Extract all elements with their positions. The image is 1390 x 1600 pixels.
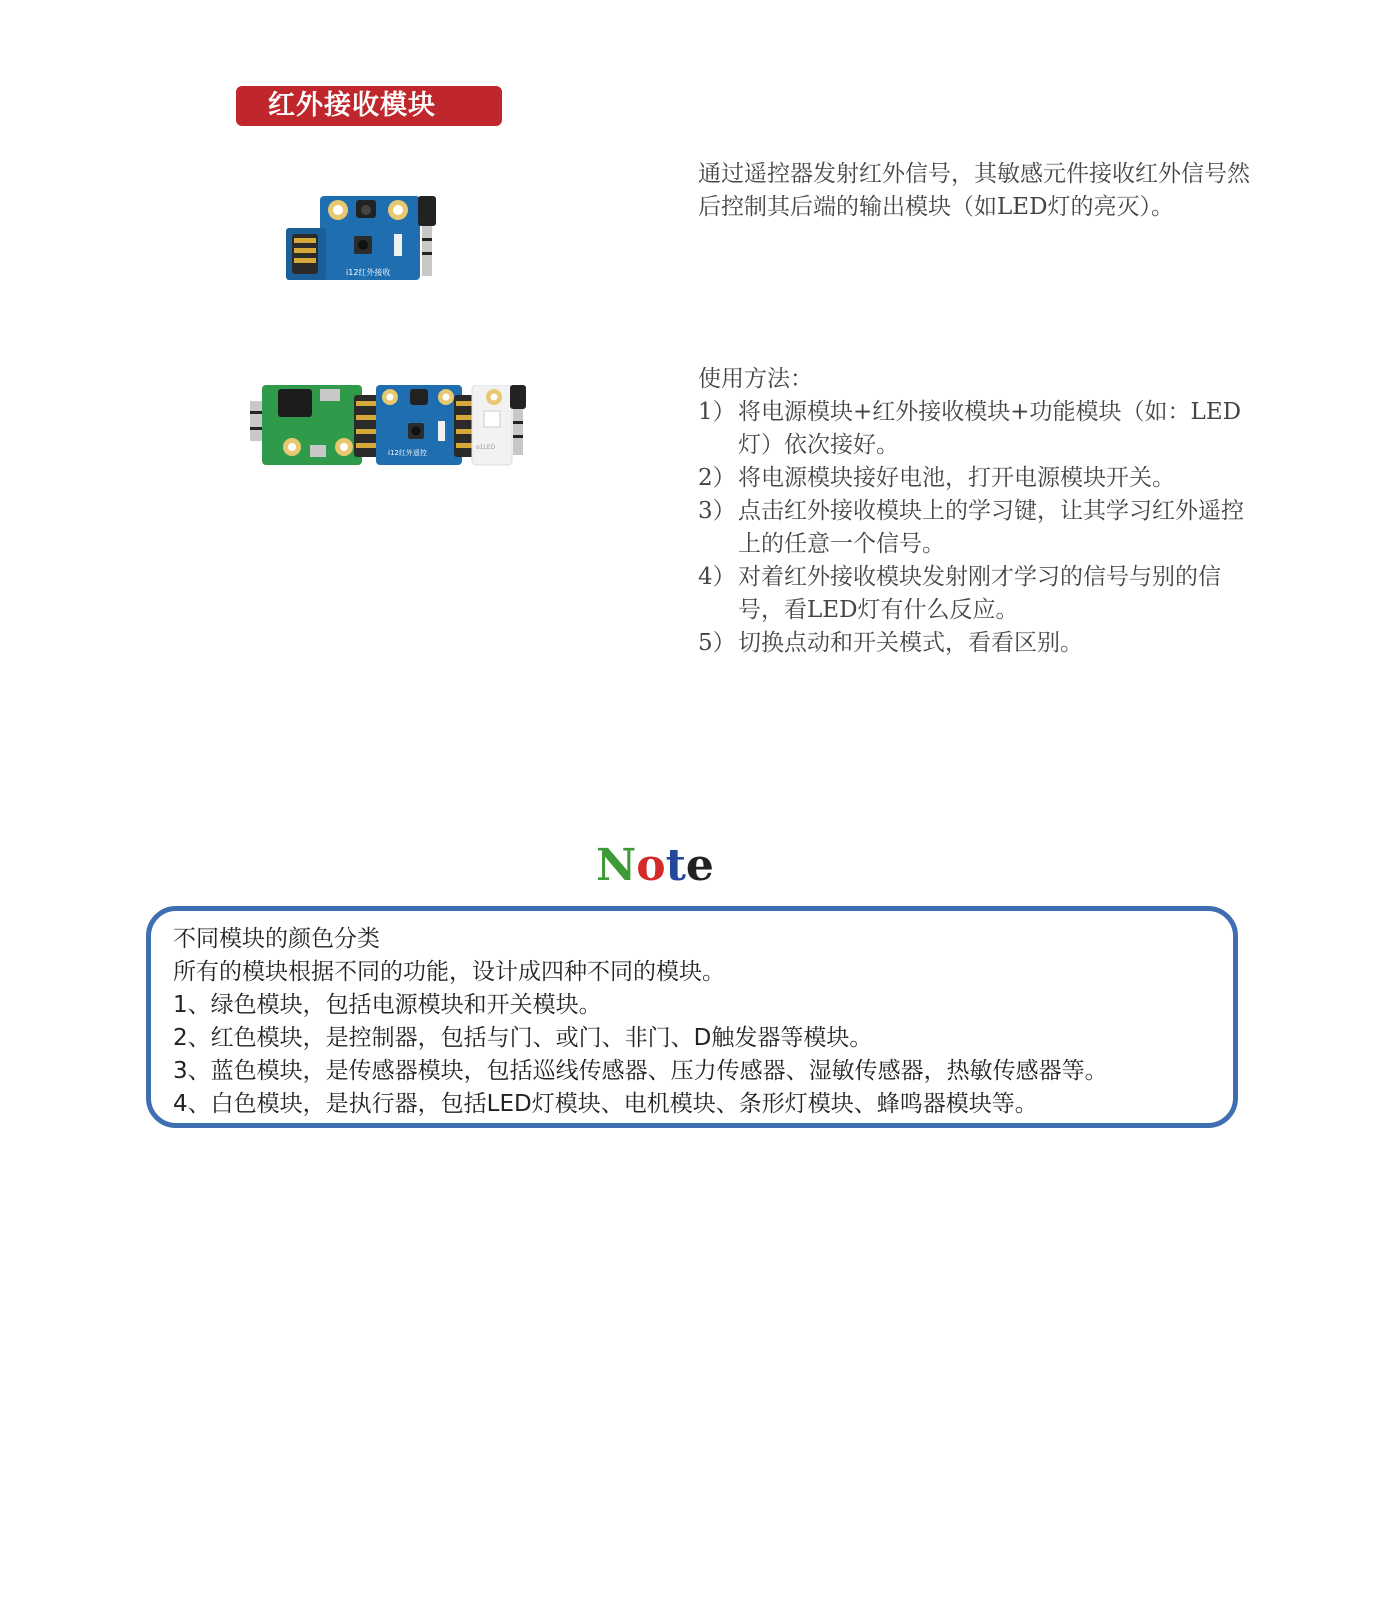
- note-line: 所有的模块根据不同的功能，设计成四种不同的模块。: [173, 959, 725, 985]
- note-logo-letter: o: [636, 840, 666, 891]
- note-line: 1、绿色模块，包括电源模块和开关模块。: [173, 992, 602, 1018]
- board2-led-silkscreen: o1LED: [476, 444, 496, 451]
- note-line: 不同模块的颜色分类: [173, 926, 380, 952]
- usage-title: 使用方法：: [698, 366, 813, 392]
- board2-silkscreen: i12红外遥控: [388, 449, 427, 457]
- note-logo-letter: t: [665, 840, 686, 891]
- board1-silkscreen: i12红外接收: [346, 268, 391, 277]
- usage-steps: [698, 396, 1264, 660]
- usage-step: 1） 将电源模块+红外接收模块+功能模块（如：LED灯）依次接好。: [698, 399, 1242, 458]
- usage-instructions: [698, 363, 1264, 660]
- description-text: 通过遥控器发射红外信号，其敏感元件接收红外信号然后控制其后端的输出模块（如LED灯的亮灭）。: [698, 161, 1250, 220]
- note-logo-letter: N: [596, 840, 637, 891]
- note-line: 4、白色模块，是执行器，包括LED灯模块、电机模块、条形灯模块、蜂鸣器模块等。: [173, 1091, 1038, 1117]
- note-logo-letter: e: [685, 840, 714, 891]
- note-line: 3、蓝色模块，是传感器模块，包括巡线传感器、压力传感器、湿敏传感器，热敏传感器等。: [173, 1058, 1108, 1084]
- section-title-banner: [236, 86, 502, 126]
- usage-step: 4） 对着红外接收模块发射刚才学习的信号与别的信号，看LED灯有什么反应。: [698, 564, 1221, 623]
- note-box: [146, 906, 1238, 1128]
- usage-step: 5） 切换点动和开关模式，看看区别。: [698, 630, 1083, 656]
- ir-receiver-board-photo: [286, 190, 446, 290]
- assembled-modules-photo: [250, 385, 540, 470]
- note-logo: [596, 840, 716, 892]
- note-line: 2、红色模块，是控制器，包括与门、或门、非门、D触发器等模块。: [173, 1025, 873, 1051]
- usage-step: 3） 点击红外接收模块上的学习键，让其学习红外遥控上的任意一个信号。: [698, 498, 1244, 557]
- section-title: 红外接收模块: [268, 90, 436, 121]
- usage-step: 2） 将电源模块接好电池，打开电源模块开关。: [698, 465, 1175, 491]
